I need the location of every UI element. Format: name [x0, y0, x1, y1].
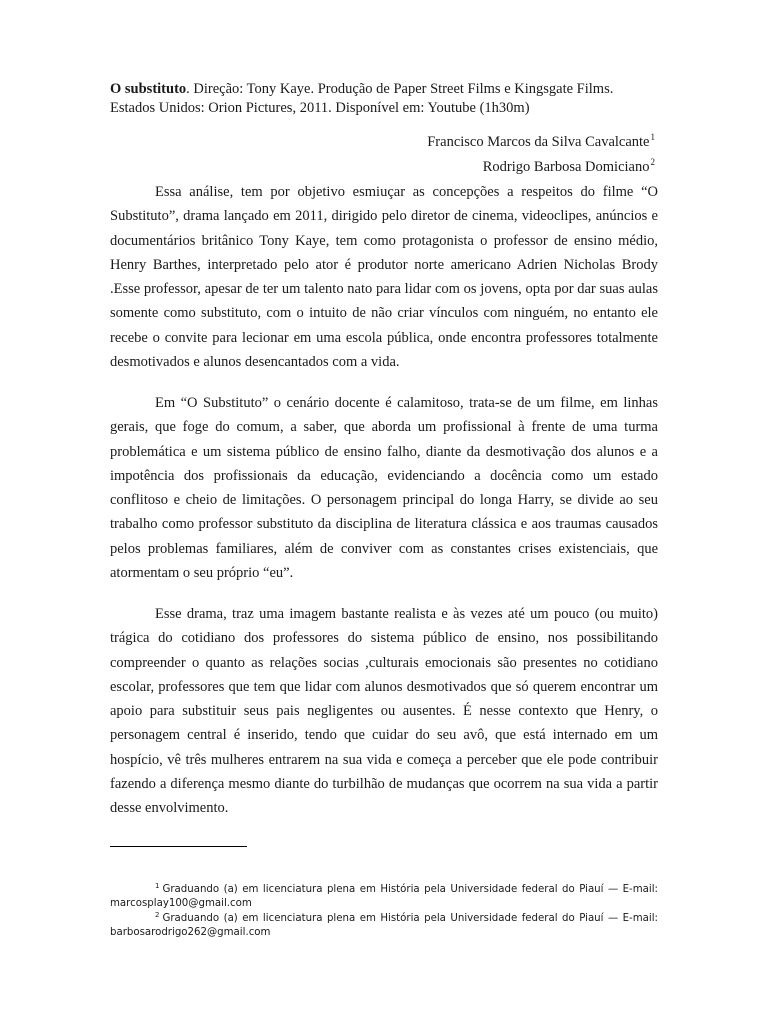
body-paragraph-2: Em “O Substituto” o cenário docente é calamitoso, trata-se de um filme, em linhas gerais, que foge do comum, a saber, que aborda um profissional à frente de uma turma problemática e um sistema público de ensino falho, diante da desmotivação dos alunos e a impotência dos profissionais da educação, evidenciando a docência como um estado conflitoso e cheio de limitações. O personagem principal do longa Harry, se divide ao seu trabalho como professor substituto da disciplina de literatura clássica e aos traumas causados pelos problemas familiares, além de conviver com as constantes crises existenciais, que atormentam o seu próprio “eu”. — [110, 395, 658, 582]
film-reference — [110, 80, 658, 118]
author-name: Francisco Marcos da Silva Cavalcante — [427, 134, 650, 150]
film-title: O substituto — [110, 81, 187, 97]
footnote-2 — [110, 908, 658, 940]
body-paragraph-3: Esse drama, traz uma imagem bastante realista e às vezes até um pouco (ou muito) trágica do cotidiano dos professores do sistema público de ensino, nos possibilitando compreender o quanto as relações socias ,culturais emocionais são presentes no cotidiano escolar, professores que tem que lidar com alunos desmotivados que só querem encontrar um apoio para substituir seus pais negligentes ou ausentes. É nesse contexto que Henry, o personagem central é inserido, tendo que cuidar do seu avô, que está internado em um hospício, vê três mulheres entrarem na sua vida e começa a perceber que ele pode contribuir fazendo a diferença mesmo diante do turbilhão de mudanças que ocorrem na sua vida a partir desse envolvimento. — [110, 606, 658, 817]
author-name: Rodrigo Barbosa Domiciano — [482, 159, 650, 175]
author-1 — [427, 128, 655, 152]
footnote-1 — [110, 879, 658, 911]
footnote-marker: 1 — [155, 882, 160, 890]
footnote-marker: 2 — [155, 911, 160, 919]
footnote-text: Graduando (a) em licenciatura plena em História pela Universidade federal do Piauí — E-mail: barbosarodrigo262@gmail.com — [110, 913, 658, 938]
body-paragraph-1: Essa análise, tem por objetivo esmiuçar as concepções a respeitos do filme “O Substituto”, drama lançado em 2011, dirigido pelo diretor de cinema, videoclipes, anúncios e documentários britânico Tony Kaye, tem como protagonista o professor de ensino médio, Henry Barthes, interpretado pelo ator é produtor norte americano Adrien Nicholas Brody .Esse professor, apesar de ter um talento nato para lidar com os jovens, opta por dar suas aulas somente como substituto, com o intuito de não criar vínculos com ninguém, no entanto ele recebe o convite para lecionar em uma escola pública, onde encontra professores totalmente desmotivados e alunos desencantados com a vida. — [110, 184, 658, 371]
footnote-separator — [110, 846, 247, 847]
footnote-marker: 1 — [650, 132, 655, 142]
film-reference-details: . Direção: Tony Kaye. Produção de Paper Street Films e Kingsgate Films. Estados Unidos: Orion Pictures, 2011. Disponível em: Youtube (1h30m) — [110, 81, 614, 116]
footnote-text: Graduando (a) em licenciatura plena em História pela Universidade federal do Piauí — E-mail: marcosplay100@gmail.com — [110, 884, 658, 909]
footnote-marker: 2 — [650, 157, 655, 167]
author-2 — [483, 153, 655, 177]
